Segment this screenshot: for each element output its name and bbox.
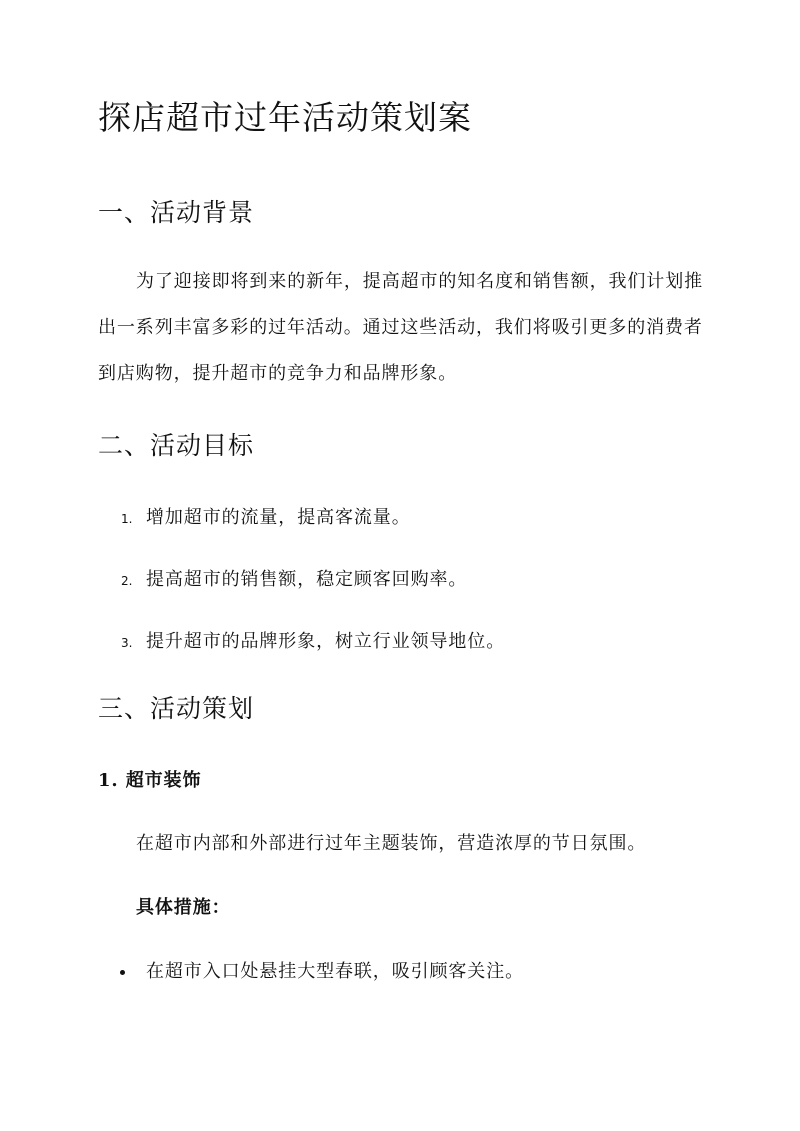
measure-text: 在超市入口处悬挂大型春联，吸引顾客关注。	[146, 961, 524, 982]
goal-number: 3.	[121, 636, 133, 650]
section-heading-background: 一、活动背景	[98, 198, 255, 227]
decoration-description: 在超市内部和外部进行过年主题装饰，营造浓厚的节日氛围。	[136, 833, 647, 854]
background-paragraph: 为了迎接即将到来的新年，提高超市的知名度和销售额，我们计划推出一系列丰富多彩的过年活动。通过这些活动，我们将吸引更多的消费者到店购物，提升超市的竞争力和品牌形象。	[98, 271, 703, 384]
section-heading-plan: 三、活动策划	[98, 694, 255, 723]
document-title: 探店超市过年活动策划案	[98, 98, 472, 137]
goal-text: 增加超市的流量，提高客流量。	[146, 507, 411, 528]
goal-number: 2.	[121, 574, 133, 588]
subsection-heading-decoration: 1. 超市装饰	[98, 770, 202, 791]
goal-text: 提高超市的销售额，稳定顾客回购率。	[146, 569, 468, 590]
goal-number: 1.	[121, 512, 133, 526]
measures-label: 具体措施：	[136, 897, 231, 918]
goal-text: 提升超市的品牌形象，树立行业领导地位。	[146, 631, 506, 652]
section-heading-goals: 二、活动目标	[98, 431, 255, 460]
bullet-icon	[120, 970, 125, 975]
